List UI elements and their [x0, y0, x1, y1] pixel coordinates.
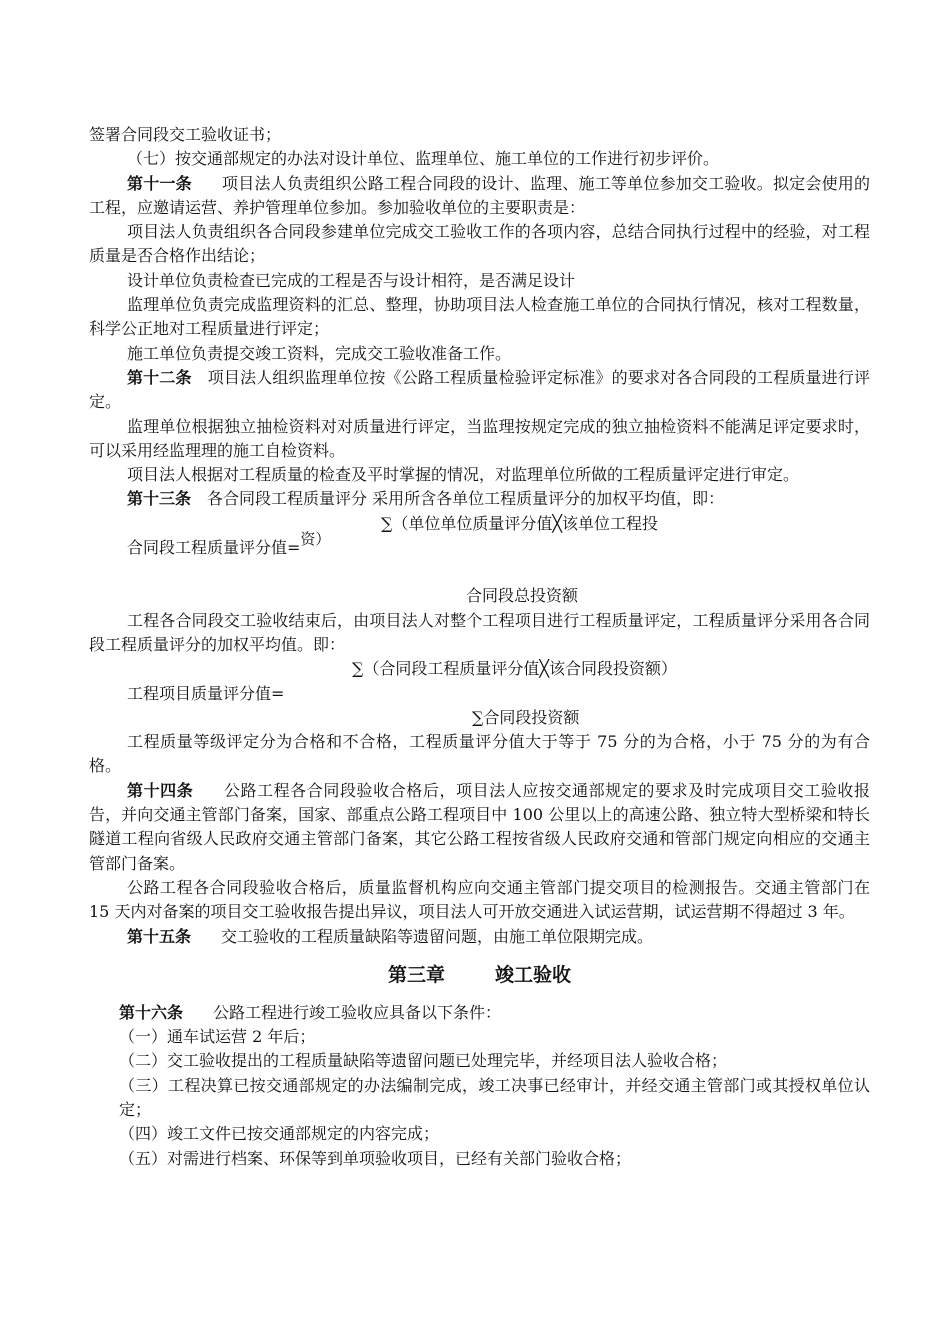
paragraph: 公路工程各合同段验收合格后，质量监督机构应向交通主管部门提交项目的检测报告。交通主管部门在 15 天内对备案的项目交工验收报告提出异议，项目法人可开放交通进入试运营期，试运营期不得超过 3 年。 [89, 877, 870, 922]
paragraph: 设计单位负责检查已完成的工程是否与设计相符，是否满足设计 [127, 270, 576, 290]
formula-1-numerator-cont: 资） [300, 530, 331, 549]
formula-1-denominator: 合同段总投资额 [466, 586, 579, 606]
article-label: 第十三条 [127, 489, 192, 509]
article-label: 第十一条 [127, 173, 192, 193]
condition-item: （三）工程决算已按交通部规定的办法编制完成，竣工决事已经审计，并经交通主管部门或其授权单位认定； [119, 1075, 870, 1119]
condition-item: （五）对需进行档案、环保等到单项验收项目，已经有关部门验收合格； [119, 1148, 632, 1168]
paragraph: （七）按交通部规定的办法对设计单位、监理单位、施工单位的工作进行初步评价。 [127, 149, 720, 169]
paragraph: 施工单位负责提交竣工资料，完成交工验收准备工作。 [127, 343, 512, 363]
chapter-number: 第三章 [387, 963, 445, 986]
article-14 [89, 779, 870, 876]
paragraph: 工程各合同段交工验收结束后，由项目法人对整个工程项目进行工程质量评定，工程质量评分采用各合同段工程质量评分的加权平均值。即： [89, 610, 870, 654]
article-13 [89, 487, 870, 511]
article-12 [89, 366, 870, 415]
article-15 [89, 925, 870, 949]
article-label: 第十六条 [119, 1002, 184, 1022]
condition-item: （二）交工验收提出的工程质量缺陷等遗留问题已处理完毕，并经项目法人验收合格； [119, 1051, 728, 1071]
formula-1-numerator: ∑（单位单位质量评分值╳该单位工程投 [381, 513, 659, 533]
paragraph: 监理单位根据独立抽检资料对对质量进行评定，当监理按规定完成的独立抽检资料不能满足评定要求时，可以采用经监理理的施工自检资料。 [89, 416, 870, 460]
article-text: 项目法人组织监理单位按《公路工程质量检验评定标准》的要求对各合同段的工程质量进行评定。 [89, 367, 870, 412]
article-text: 项目法人负责组织公路工程合同段的设计、监理、施工等单位参加交工验收。拟定会使用的工程，应邀请运营、养护管理单位参加。参加验收单位的主要职责是： [89, 173, 870, 217]
article-11 [89, 172, 870, 221]
article-text: 交工验收的工程质量缺陷等遗留问题，由施工单位限期完成。 [221, 926, 654, 946]
article-label: 第十四条 [127, 780, 194, 800]
article-text: 公路工程各合同段验收合格后，项目法人应按交通部规定的要求及时完成项目交工验收报告，并向交通主管部门备案，国家、部重点公路工程项目中 100 公里以上的高速公路、独立特大型桥梁和特长隧道工程向省级人民政府交通主管部门备案，其它公路工程按省级人民政府交通和管部门规定向相应的交通主管部门备案。 [89, 780, 870, 873]
article-label: 第十二条 [127, 367, 192, 387]
article-text: 公路工程进行竣工验收应具备以下条件： [213, 1002, 502, 1022]
condition-item: （四）竣工文件已按交通部规定的内容完成； [119, 1124, 440, 1144]
chapter-title: 竣工验收 [495, 963, 572, 986]
formula-1-left: 合同段工程质量评分值= [127, 538, 301, 558]
paragraph: 签署合同段交工验收证书； [89, 125, 282, 144]
formula-2-left: 工程项目质量评分值= [127, 683, 285, 703]
formula-2-numerator: ∑（合同段工程质量评分值╳该合同段投资额） [352, 659, 678, 679]
article-label: 第十五条 [127, 926, 192, 946]
paragraph: 项目法人根据对工程质量的检查及平时掌握的情况，对监理单位所做的工程质量评定进行审定。 [127, 465, 800, 485]
formula-2-denominator: ∑合同段投资额 [472, 707, 580, 727]
paragraph: 监理单位负责完成监理资料的汇总、整理，协助项目法人检查施工单位的合同执行情况，核对工程数量，科学公正地对工程质量进行评定； [89, 295, 870, 339]
paragraph: 项目法人负责组织各合同段参建单位完成交工验收工作的各项内容，总结合同执行过程中的经验，对工程质量是否合格作出结论； [89, 222, 870, 266]
article-text: 各合同段工程质量评分 采用所含各单位工程质量评分的加权平均值，即： [207, 489, 725, 509]
formula-1-line [89, 530, 870, 560]
article-16 [89, 1001, 870, 1025]
paragraph: 工程质量等级评定分为合格和不合格，工程质量评分值大于等于 75 分的为合格，小于 75 分的为有合格。 [89, 732, 870, 776]
chapter-heading [89, 959, 870, 991]
condition-item: （一）通车试运营 2 年后； [119, 1027, 316, 1047]
